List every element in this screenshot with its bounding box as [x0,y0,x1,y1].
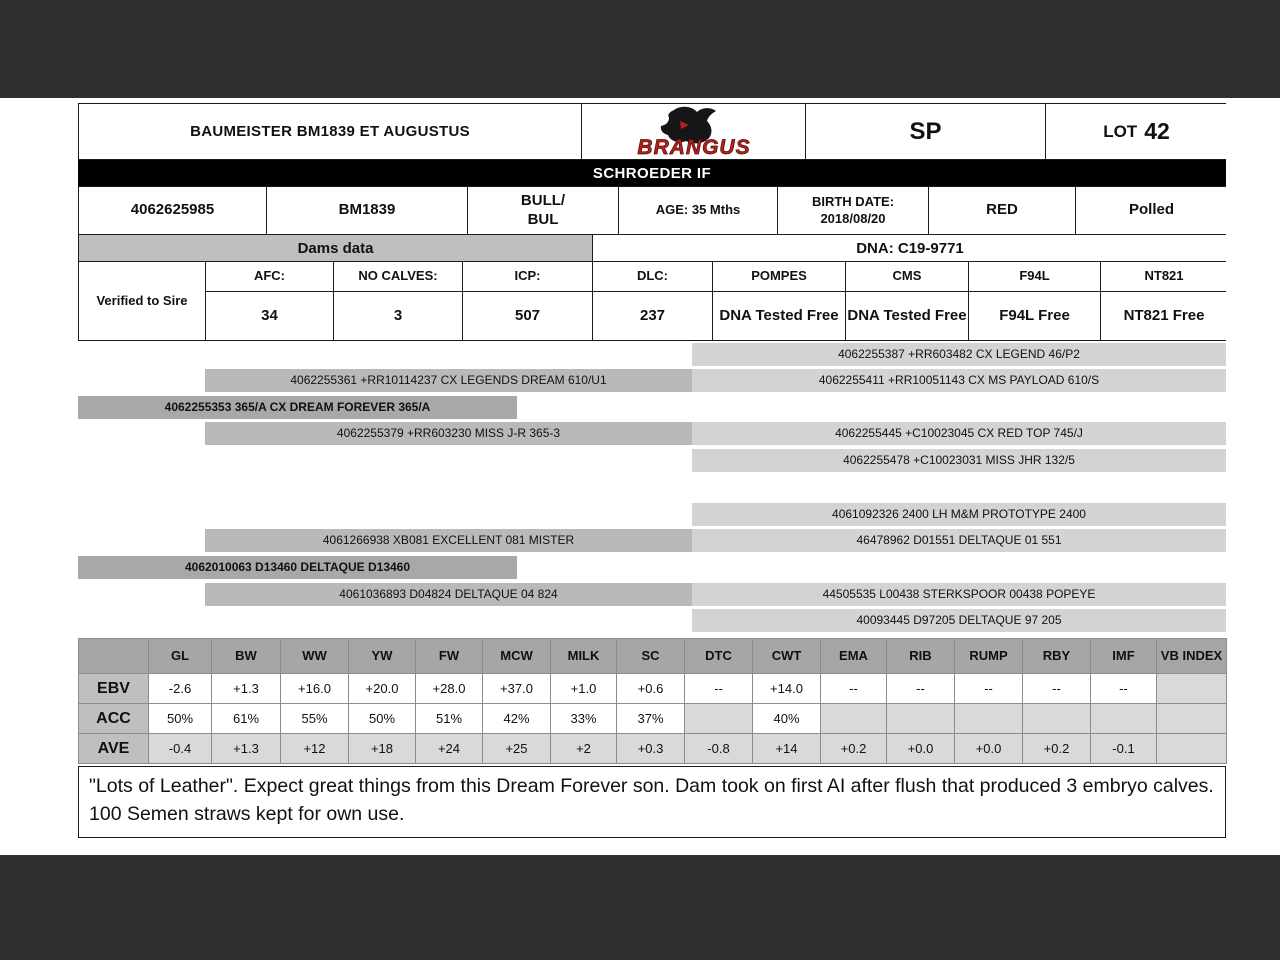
ebv-value-cell: +24 [416,734,483,764]
ebv-value-cell: -- [685,674,753,704]
lot-cell [1046,104,1227,159]
afc-label: AFC: [206,262,333,291]
ebv-value-cell [1157,734,1227,764]
brand-logo-cell [582,104,805,159]
ebv-value-cell: +2 [551,734,617,764]
stats-grid [78,261,1226,341]
catalog-sheet [78,103,1226,838]
dams-dna-row [78,234,1226,262]
ebv-column-header: RUMP [955,639,1023,674]
classification-code: SP [806,104,1045,159]
ebv-column-header: BW [212,639,281,674]
f94l-result: F94L Free [969,292,1100,340]
ebv-value-cell: -2.6 [149,674,212,704]
ebv-value-cell: +25 [483,734,551,764]
animal-name: BAUMEISTER BM1839 ET AUGUSTUS [79,104,581,159]
ebv-value-cell: +1.0 [551,674,617,704]
ebv-value-cell: 55% [281,704,349,734]
top-dark-band [0,0,1280,98]
coat-color: RED [929,187,1075,234]
ebv-value-cell: +28.0 [416,674,483,704]
ebv-value-cell: -- [821,674,887,704]
ebv-value-cell: +0.2 [1023,734,1091,764]
ebv-column-header: GL [149,639,212,674]
ebv-value-cell: 40% [753,704,821,734]
ebv-column-header: EMA [821,639,887,674]
no-calves-value: 3 [334,292,462,340]
ebv-value-cell: -0.1 [1091,734,1157,764]
pedigree-ancestor: 4061092326 2400 LH M&M PROTOTYPE 2400 [692,503,1226,526]
pedigree-ancestor: 4061036893 D04824 DELTAQUE 04 824 [205,583,692,606]
owner-bar: SCHROEDER IF [78,160,1226,186]
dlc-label: DLC: [593,262,712,291]
ebv-value-cell: +1.3 [212,734,281,764]
f94l-label: F94L [969,262,1100,291]
ebv-value-cell: 50% [349,704,416,734]
ebv-value-cell: +0.0 [955,734,1023,764]
ebv-row-ebv [79,674,1227,704]
ebv-column-header: CWT [753,639,821,674]
pedigree-ancestor: 4062255445 +C10023045 CX RED TOP 745/J [692,422,1226,445]
ebv-row-ave [79,734,1227,764]
ebv-value-cell: -- [887,674,955,704]
ebv-column-header: DTC [685,639,753,674]
ebv-row-label: EBV [79,674,149,704]
ebv-value-cell [1157,674,1227,704]
ebv-row-label: ACC [79,704,149,734]
ebv-value-cell [955,704,1023,734]
pedigree-ancestor: 4061266938 XB081 EXCELLENT 081 MISTER [205,529,692,552]
tattoo-number: BM1839 [267,187,467,234]
pedigree-sire: 4062255353 365/A CX DREAM FOREVER 365/A [78,396,517,419]
cms-label: CMS [846,262,968,291]
ebv-value-cell: +16.0 [281,674,349,704]
ebv-column-header: FW [416,639,483,674]
pompes-result: DNA Tested Free [713,292,845,340]
ebv-value-cell: -0.8 [685,734,753,764]
ebv-column-header: MILK [551,639,617,674]
icp-value: 507 [463,292,592,340]
ebv-value-cell [685,704,753,734]
bottom-dark-band [0,855,1280,960]
ebv-value-cell: -0.4 [149,734,212,764]
icp-label: ICP: [463,262,592,291]
ebv-value-cell: 33% [551,704,617,734]
pedigree-ancestor: 4062255379 +RR603230 MISS J-R 365-3 [205,422,692,445]
sex-line2: BUL [527,210,559,228]
ebv-value-cell: +37.0 [483,674,551,704]
ebv-value-cell: +1.3 [212,674,281,704]
id-row [78,186,1226,235]
pompes-label: POMPES [713,262,845,291]
birth-date-value: 2018/08/20 [820,210,886,226]
ebv-value-cell: -- [1091,674,1157,704]
lot-label: LOT [1103,121,1138,141]
ebv-corner-cell [79,639,149,674]
pedigree-ancestor: 44505535 L00438 STERKSPOOR 00438 POPEYE [692,583,1226,606]
pedigree-ancestor: 40093445 D97205 DELTAQUE 97 205 [692,609,1226,632]
ebv-value-cell: -- [1023,674,1091,704]
ebv-value-cell: 51% [416,704,483,734]
ebv-row-acc [79,704,1227,734]
lot-comment: "Lots of Leather". Expect great things from this Dream Forever son. Dam took on first AI after flush that produced 3 embryo calves. 100 Semen straws kept for own use. [78,766,1226,838]
ebv-value-cell: +12 [281,734,349,764]
nt821-label: NT821 [1101,262,1227,291]
ebv-column-header: VB INDEX [1157,639,1227,674]
cms-result: DNA Tested Free [846,292,968,340]
ebv-column-header: IMF [1091,639,1157,674]
dams-data-label: Dams data [79,235,592,261]
ebv-value-cell [1157,704,1227,734]
ebv-column-header: RIB [887,639,955,674]
age-cell: AGE: 35 Mths [619,187,777,234]
ebv-value-cell: +0.0 [887,734,955,764]
ebv-column-header: WW [281,639,349,674]
no-calves-label: NO CALVES: [334,262,462,291]
ebv-value-cell: +14 [753,734,821,764]
birth-date-cell [778,187,928,234]
ebv-value-cell [1091,704,1157,734]
ebv-column-header: YW [349,639,416,674]
ebv-value-cell: +0.3 [617,734,685,764]
pedigree-dam: 4062010063 D13460 DELTAQUE D13460 [78,556,517,579]
ebv-value-cell: 50% [149,704,212,734]
poll-status: Polled [1076,187,1227,234]
ebv-column-header: RBY [1023,639,1091,674]
pedigree-ancestor: 4062255361 +RR10114237 CX LEGENDS DREAM 610/U1 [205,369,692,392]
pedigree-ancestor: 4062255411 +RR10051143 CX MS PAYLOAD 610/S [692,369,1226,392]
ebv-value-cell [821,704,887,734]
birth-date-label: BIRTH DATE: [811,194,895,210]
ebv-value-cell [887,704,955,734]
ebv-value-cell: -- [955,674,1023,704]
ebv-header-row [79,639,1227,674]
dlc-value: 237 [593,292,712,340]
ebv-value-cell: +0.6 [617,674,685,704]
ebv-value-cell: 37% [617,704,685,734]
sex-line1: BULL/ [520,191,566,209]
pedigree-ancestor: 46478962 D01551 DELTAQUE 01 551 [692,529,1226,552]
ebv-table [78,638,1227,764]
ebv-value-cell: +0.2 [821,734,887,764]
brangus-logo-icon [614,106,774,158]
ebv-column-header: SC [617,639,685,674]
ebv-value-cell [1023,704,1091,734]
sex-cell [468,187,618,234]
title-row [78,103,1226,160]
pedigree-ancestor: 4062255387 +RR603482 CX LEGEND 46/P2 [692,343,1226,366]
ebv-value-cell: +14.0 [753,674,821,704]
ebv-value-cell: 61% [212,704,281,734]
afc-value: 34 [206,292,333,340]
ebv-value-cell: +18 [349,734,416,764]
brand-name: BRANGUS [636,135,751,158]
pedigree-ancestor: 4062255478 +C10023031 MISS JHR 132/5 [692,449,1226,472]
pedigree-tree [78,343,1226,635]
nt821-result: NT821 Free [1101,292,1227,340]
ebv-row-label: AVE [79,734,149,764]
registration-number: 4062625985 [79,187,266,234]
ebv-value-cell: +20.0 [349,674,416,704]
dna-number: DNA: C19-9771 [593,235,1227,261]
verified-to-sire: Verified to Sire [79,262,205,340]
ebv-value-cell: 42% [483,704,551,734]
ebv-column-header: MCW [483,639,551,674]
lot-number: 42 [1144,118,1170,144]
